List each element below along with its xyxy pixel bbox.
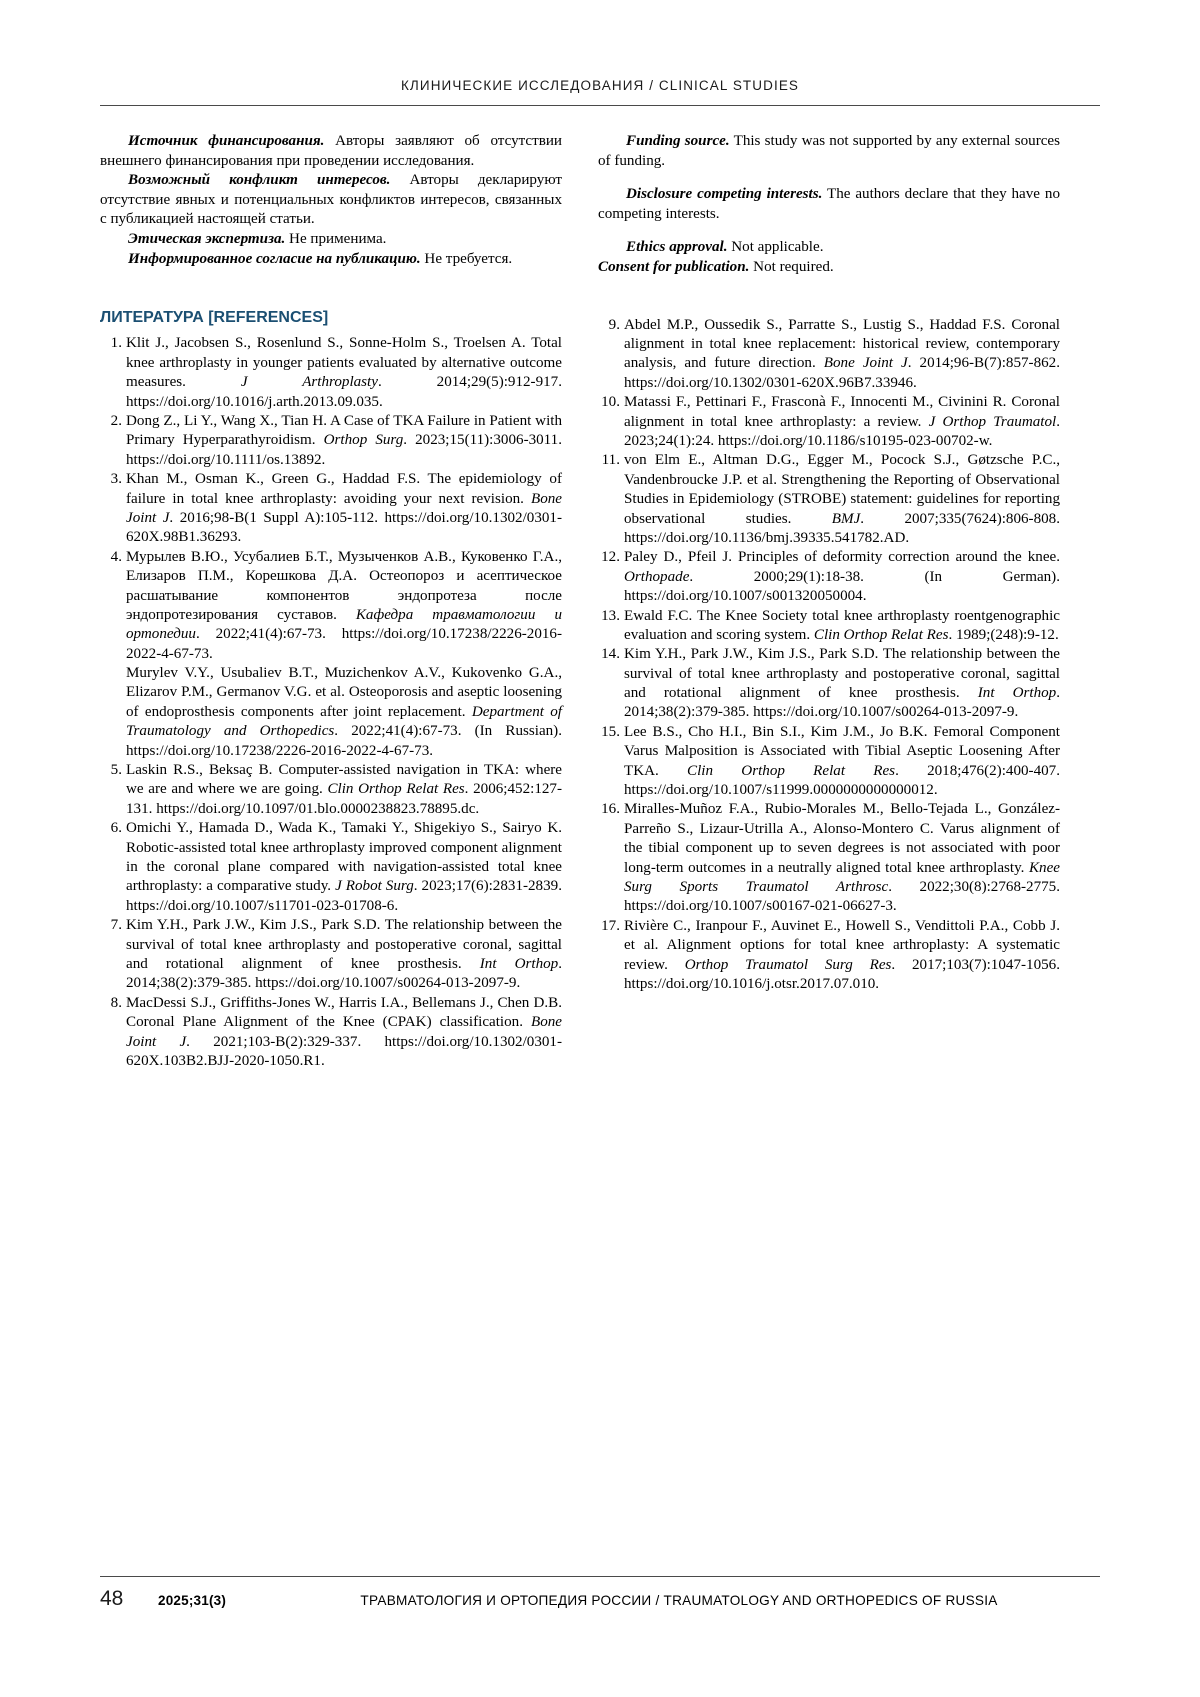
- references-right-column: [598, 278, 1060, 1072]
- page-footer: [100, 1576, 1100, 1611]
- reference-item: Dong Z., Li Y., Wang X., Tian H. A Case of TKA Failure in Patient with Primary Hyperparathyroidism. Orthop Surg. 2023;15(11):3006-3011. https://doi.org/10.1111/os.13892.: [126, 413, 562, 468]
- ethics-label-en: Ethics approval.: [626, 239, 728, 256]
- reference-item: von Elm E., Altman D.G., Egger M., Pocock S.J., Gøtzsche P.C., Vandenbroucke J.P. et al. Strengthening the Reporting of Observational Studies in Epidemiology (STROBE) statement: guidelines for reporting observational studies. BMJ. 2007;335(7624):806-808. https://doi.org/10.1136/bmj.39335.541782.AD.: [624, 452, 1060, 546]
- references-left-column: [100, 278, 562, 1072]
- issue-label: 2025;31(3): [158, 1593, 227, 1608]
- conflict-label-ru: Возможный конфликт интересов.: [128, 172, 391, 189]
- reference-item: Мурылев В.Ю., Усубалиев Б.Т., Музыченков А.В., Куковенко Г.А., Елизаров П.М., Корешкова Д.А. Остеопороз и асептическое расшатывание компонентов эндопротеза после эндопротезирования суставов. Кафедра травматологии и ортопедии. 2022;41(4):67-73. https://doi.org/10.17238/2226-2016-2022-4-67-73. Murylev V.Y., Usubaliev B.T., Muzichenkov A.V., Kukovenko G.A., Elizarov P.M., Germanov V.G. et al. Osteoporosis and aseptic loosening of endoprosthesis components after joint replacement. Department of Traumatology and Orthopedics. 2022;41(4):67-73. (In Russian). https://doi.org/10.17238/2226-2016-2022-4-67-73.: [126, 548, 562, 759]
- running-head: КЛИНИЧЕСКИЕ ИССЛЕДОВАНИЯ / CLINICAL STUDIES: [400, 78, 800, 93]
- ethics-label-ru: Этическая экспертиза.: [128, 231, 286, 248]
- reference-list-right: [598, 316, 1060, 995]
- ethics-paragraph-en: [598, 238, 1060, 258]
- consent-text-ru: Не требуется.: [420, 250, 513, 267]
- reference-item: Ewald F.C. The Knee Society total knee arthroplasty roentgenographic evaluation and scoring system. Clin Orthop Relat Res. 1989;(248):9-12.: [624, 607, 1060, 643]
- funding-paragraph-ru: [100, 132, 562, 171]
- reference-item: Omichi Y., Hamada D., Wada K., Tamaki Y., Shigekiyo S., Sairyo K. Robotic-assisted total knee arthroplasty improved component alignment in the coronal plane compared with navigation-assisted total knee arthroplasty: a comparative study. J Robot Surg. 2023;17(6):2831-2839. https://doi.org/10.1007/s11701-023-01708-6.: [126, 820, 562, 914]
- references-heading: ЛИТЕРАТУРА [REFERENCES]: [100, 308, 329, 326]
- consent-paragraph-en: [598, 258, 1060, 278]
- reference-item: Abdel M.P., Oussedik S., Parratte S., Lustig S., Haddad F.S. Coronal alignment in total knee replacement: historical review, contemporary analysis, and future direction. Bone Joint J. 2014;96-B(7):857-862. https://doi.org/10.1302/0301-620X.96B7.33946.: [624, 316, 1060, 391]
- reference-item: Khan M., Osman K., Green G., Haddad F.S. The epidemiology of failure in total knee arthroplasty: avoiding your next revision. Bone Joint J. 2016;98-B(1 Suppl A):105-112. https://doi.org/10.1302/0301-620X.98B1.36293.: [126, 471, 563, 546]
- ethics-paragraph-ru: [100, 230, 562, 250]
- reference-item: Kim Y.H., Park J.W., Kim J.S., Park S.D. The relationship between the survival of total knee arthroplasty and postoperative coronal, sagittal and rotational alignment of knee prosthesis. Int Orthop. 2014;38(2):379-385. https://doi.org/10.1007/s00264-013-2097-9.: [126, 917, 562, 992]
- reference-item: Klit J., Jacobsen S., Rosenlund S., Sonne-Holm S., Troelsen A. Total knee arthroplasty in younger patients evaluated by alternative outcome measures. J Arthroplasty. 2014;29(5):912-917. https://doi.org/10.1016/j.arth.2013.09.035.: [126, 335, 562, 410]
- statements-left-column: [100, 132, 562, 278]
- statements-columns: [100, 132, 1100, 278]
- reference-item: MacDessi S.J., Griffiths-Jones W., Harris I.A., Bellemans J., Chen D.B. Coronal Plane Alignment of the Knee (CPAK) classification. Bone Joint J. 2021;103-B(2):329-337. https://doi.org/10.1302/0301-620X.103B2.BJJ-2020-1050.R1.: [126, 994, 563, 1069]
- disclosure-text-en: The authors declare that they have no competing interests.: [598, 186, 1060, 222]
- funding-label-en: Funding source.: [626, 133, 730, 149]
- disclosure-paragraph-en: [598, 185, 1060, 224]
- consent-label-ru: Информированное согласие на публикацию.: [128, 250, 421, 267]
- consent-text-en: Not required.: [749, 259, 834, 276]
- consent-paragraph-ru: [100, 250, 562, 270]
- reference-list-left: [100, 334, 562, 1071]
- conflict-text-ru: Авторы декларируют отсутствие явных и потенциальных конфликтов интересов, связанных с публикацией настоящей статьи.: [100, 172, 562, 228]
- header-divider: [100, 105, 1100, 106]
- reference-item: Laskin R.S., Beksaç B. Computer-assisted navigation in TKA: where we are and where we are going. Clin Orthop Relat Res. 2006;452:127-131. https://doi.org/10.1097/01.blo.0000238823.78895.dc.: [126, 762, 562, 817]
- reference-item: Lee B.S., Cho H.I., Bin S.I., Kim J.M., Jo B.K. Femoral Component Varus Malposition is Associated with Tibial Aseptic Loosening After TKA. Clin Orthop Relat Res. 2018;476(2):400-407. https://doi.org/10.1007/s11999.0000000000000012.: [624, 723, 1060, 799]
- reference-item: Miralles-Muñoz F.A., Rubio-Morales M., Bello-Tejada L., González-Parreño S., Lizaur-Utrilla A., Alonso-Montero C. Varus alignment of the tibial component up to seven degrees is not associated with poor long-term outcomes in a neutrally aligned total knee arthroplasty. Knee Surg Sports Traumatol Arthrosc. 2022;30(8):2768-2775. https://doi.org/10.1007/s00167-021-06627-3.: [624, 801, 1060, 915]
- funding-text-en: This study was not supported by any external sources of funding.: [598, 133, 1060, 169]
- footer-divider: [100, 1576, 1100, 1577]
- reference-item: Matassi F., Pettinari F., Frasconà F., Innocenti M., Civinini R. Coronal alignment in total knee arthroplasty: a review. J Orthop Traumatol. 2023;24(1):24. https://doi.org/10.1186/s10195-023-00702-w.: [624, 394, 1060, 449]
- page-number: 48: [100, 1587, 124, 1610]
- statements-right-column: [598, 132, 1060, 278]
- reference-item: Kim Y.H., Park J.W., Kim J.S., Park S.D. The relationship between the survival of total knee arthroplasty and postoperative coronal, sagittal and rotational alignment of knee prosthesis. Int Orthop. 2014;38(2):379-385. https://doi.org/10.1007/s00264-013-2097-9.: [624, 646, 1060, 721]
- ethics-text-ru: Не применима.: [285, 231, 387, 248]
- funding-paragraph-en: [598, 132, 1060, 171]
- conflict-paragraph-ru: [100, 171, 562, 230]
- references-columns: [100, 278, 1100, 1072]
- consent-label-en: Consent for publication.: [598, 259, 750, 276]
- journal-title: ТРАВМАТОЛОГИЯ И ОРТОПЕДИЯ РОССИИ / TRAUMATOLOGY AND ORTHOPEDICS OF RUSSIA: [360, 1593, 998, 1608]
- funding-label-ru: Источник финансирования.: [128, 133, 325, 149]
- reference-item: Paley D., Pfeil J. Principles of deformity correction around the knee. Orthopade. 2000;29(1):18-38. (In German). https://doi.org/10.1007/s001320050004.: [624, 549, 1060, 605]
- ethics-text-en: Not applicable.: [727, 239, 824, 256]
- disclosure-label-en: Disclosure competing interests.: [626, 186, 823, 203]
- reference-item: Rivière C., Iranpour F., Auvinet E., Howell S., Vendittoli P.A., Cobb J. et al. Alignment options for total knee arthroplasty: A systematic review. Orthop Traumatol Surg Res. 2017;103(7):1047-1056. https://doi.org/10.1016/j.otsr.2017.07.010.: [624, 917, 1060, 992]
- funding-text-ru: Авторы заявляют об отсутствии внешнего финансирования при проведении исследования.: [100, 133, 562, 169]
